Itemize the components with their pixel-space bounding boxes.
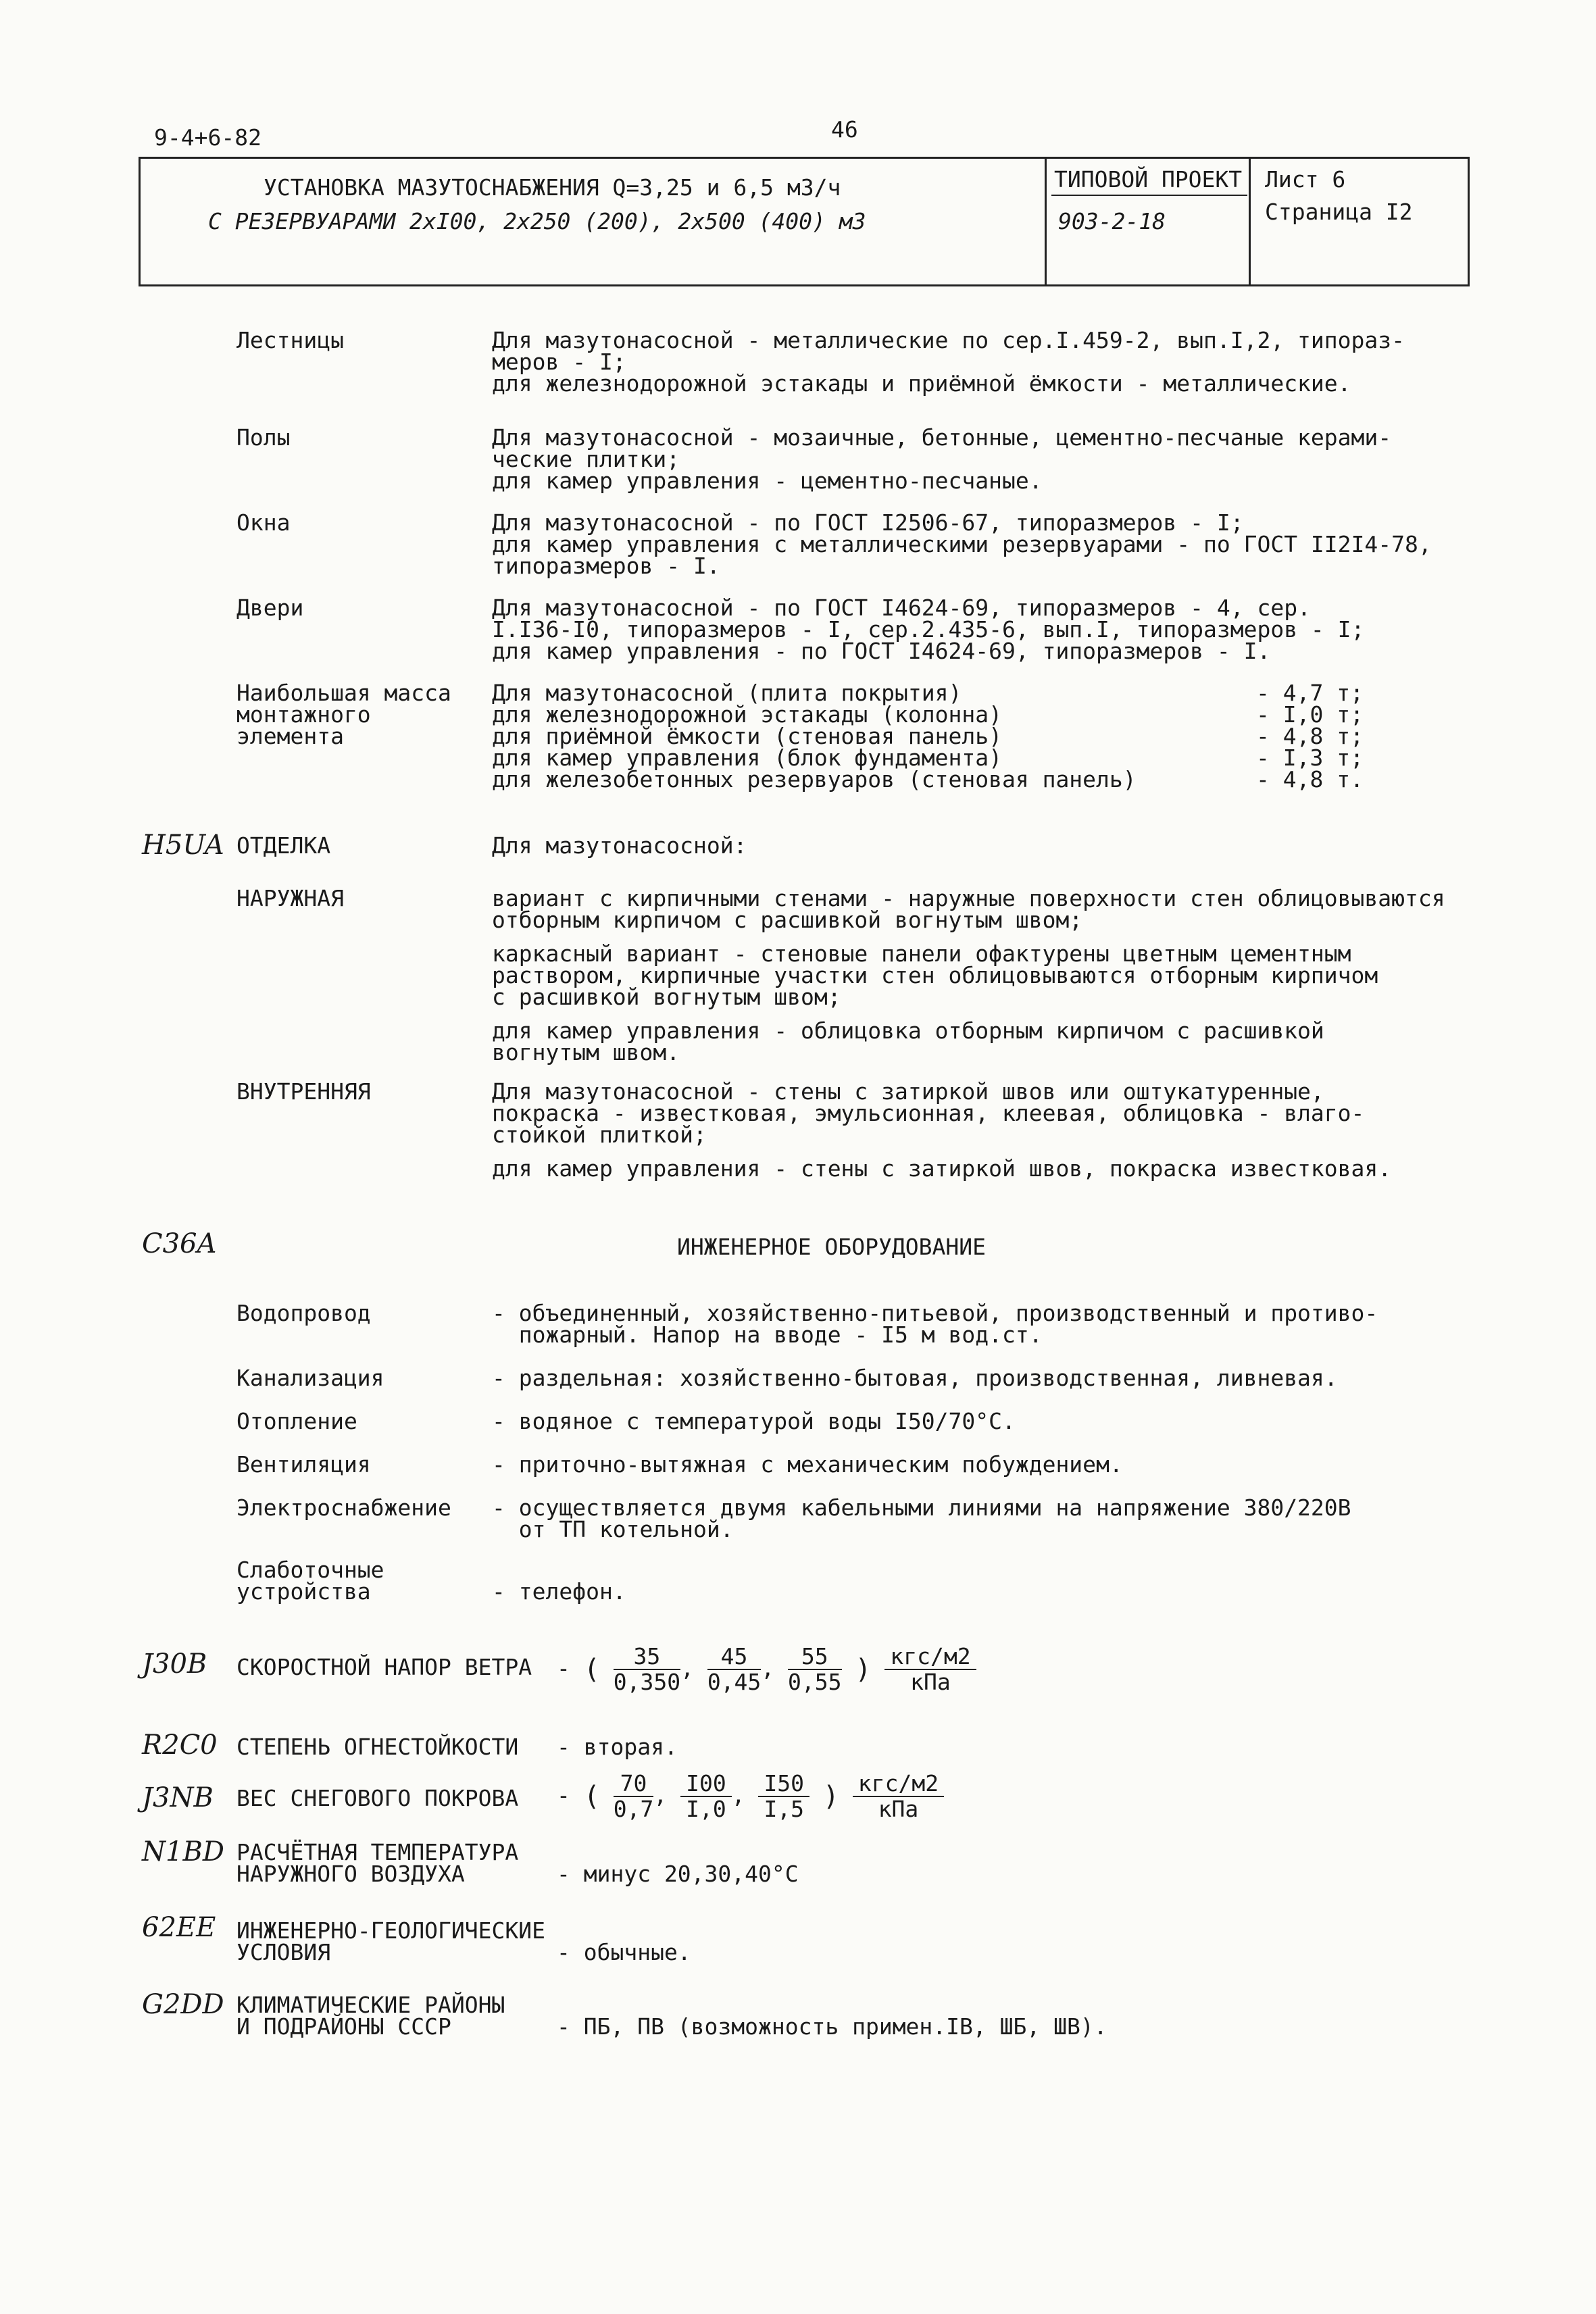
engineering-text: - раздельная: хозяйственно-бытовая, производственная, ливневая.: [492, 1365, 1338, 1391]
spec-label: Двери: [236, 595, 304, 621]
handwritten-code: C36A: [142, 1228, 217, 1259]
fraction: $\frac{35}{0,350}$: [613, 1643, 681, 1695]
subsection-label: НАРУЖНАЯ: [236, 885, 344, 911]
spec-text: Для мазутонасосной - металлические по сер.I.459-2, вып.I,2, типораз- меров - I; для железнодорожной эстакады и приёмной ёмкости - металлические.: [492, 327, 1405, 397]
engineering-label: Электроснабжение: [236, 1494, 451, 1521]
geo-value: - обычные.: [557, 1939, 691, 1965]
handwritten-code: H5UA: [142, 830, 224, 861]
document-code: 9-4+6-82: [154, 124, 261, 151]
handwritten-code: 62EE: [142, 1912, 216, 1943]
spec-label: Окна: [236, 509, 291, 536]
handwritten-code: J30B: [142, 1649, 207, 1680]
snow-values: - ( $\frac{70}{0,7}$ , $\frac{I00}{I,0}$ , $\frac{I50}{I,5}$ ) $\frac{\text{кгс/м2}}{\text{кПа}}$: [557, 1773, 944, 1820]
mass-row: для камер управления (блок фундамента) - I,3 т;: [492, 745, 1364, 771]
spec-label: Полы: [236, 424, 291, 451]
fraction: $\frac{I00}{I,0}$: [680, 1773, 732, 1820]
inner-finish-text: Для мазутонасосной - стены с затиркой швов или оштукатуренные, покраска - известковая, эмульсионная, клеевая, облицовка - влаго- стойкой плиткой; для камер управления - стены с затиркой швов, покраска известковая.: [492, 1078, 1392, 1182]
section-heading: ИНЖЕНЕРНОЕ ОБОРУДОВАНИЕ: [677, 1234, 986, 1260]
temp-label: РАСЧЁТНАЯ ТЕМПЕРАТУРА НАРУЖНОГО ВОЗДУХА: [236, 1839, 519, 1887]
engineering-text: - объединенный, хозяйственно-питьевой, производственный и противо- пожарный. Напор на вводе - I5 м вод.ст.: [492, 1300, 1378, 1348]
mass-row: для железобетонных резервуаров (стеновая панель) - 4,8 т.: [492, 766, 1364, 793]
fraction: $\frac{I50}{I,5}$: [758, 1773, 809, 1820]
climate-label: КЛИМАТИЧЕСКИЕ РАЙОНЫ И ПОДРАЙОНЫ СССР: [236, 1992, 505, 2040]
engineering-label: Слаботочные устройства: [236, 1557, 384, 1605]
wind-label: СКОРОСТНОЙ НАПОР ВЕТРА: [236, 1654, 532, 1680]
handwritten-code: N1BD: [142, 1836, 224, 1867]
mass-row: для приёмной ёмкости (стеновая панель) - 4,8 т;: [492, 723, 1364, 749]
climate-value: - ПБ, ПВ (возможность примен.IВ, ШБ, ШВ).: [557, 2013, 1107, 2040]
fraction: $\frac{70}{0,7}$: [613, 1770, 654, 1822]
engineering-label: Водопровод: [236, 1300, 371, 1326]
fire-label: СТЕПЕНЬ ОГНЕСТОЙКОСТИ: [236, 1734, 519, 1760]
engineering-text: - приточно-вытяжная с механическим побуждением.: [492, 1451, 1123, 1478]
outer-finish-text: вариант с кирпичными стенами - наружные поверхности стен облицовываются отборным кирпичом с расшивкой вогнутым швом; каркасный вариант - стеновые панели офактурены цветным цементным раствором, кирпичные участки стен облицовываются отборным кирпичом с расшивкой вогнутым швом; для камер управления - облицовка отборным кирпичом с расшивкой вогнутым швом.: [492, 885, 1445, 1065]
unit-fraction: $\frac{\text{кгс/м2}}{\text{кПа}}$: [884, 1646, 976, 1693]
snow-label: ВЕС СНЕГОВОГО ПОКРОВА: [236, 1785, 519, 1811]
title-block-divider: [1045, 157, 1047, 286]
engineering-label: Отопление: [236, 1408, 357, 1434]
fraction: $\frac{45}{0,45}$: [707, 1643, 762, 1695]
spec-text: Для мазутонасосной - мозаичные, бетонные, цементно-песчаные керами- ческие плитки; для камер управления - цементно-песчаные.: [492, 424, 1392, 494]
handwritten-code: R2C0: [142, 1730, 218, 1761]
engineering-text: - осуществляется двумя кабельными линиями на напряжение 380/220В от ТП котельной.: [492, 1494, 1351, 1542]
title-block-divider: [1051, 195, 1247, 196]
fire-value: - вторая.: [557, 1734, 678, 1760]
page-label: Страница I2: [1265, 199, 1413, 225]
temp-value: - минус 20,30,40°С: [557, 1861, 799, 1887]
section-label: ОТДЕЛКА: [236, 832, 331, 859]
engineering-text: - водяное с температурой воды I50/70°С.: [492, 1408, 1016, 1434]
spec-text: Для мазутонасосной - по ГОСТ I4624-69, типоразмеров - 4, сер. I.I36-I0, типоразмеров - I, сер.2.435-6, вып.I, типоразмеров - I; для камер управления - по ГОСТ I4624-69, типоразмеров - I.: [492, 595, 1365, 664]
handwritten-code: G2DD: [142, 1989, 224, 2020]
mass-row: для железнодорожной эстакады (колонна) - I,0 т;: [492, 701, 1364, 728]
finish-intro: Для мазутонасосной:: [492, 832, 747, 859]
mass-table: [492, 680, 1364, 793]
title-line-2: С РЕЗЕРВУАРАМИ 2хI00, 2х250 (200), 2х500 (400) м3: [208, 208, 866, 234]
engineering-label: Вентиляция: [236, 1451, 371, 1478]
mass-label: Наибольшая масса монтажного элемента: [236, 680, 451, 749]
spec-label: Лестницы: [236, 327, 344, 353]
project-number: 903-2-18: [1058, 208, 1166, 234]
spec-text: Для мазутонасосной - по ГОСТ I2506-67, типоразмеров - I; для камер управления с металлическими резервуарами - по ГОСТ II2I4-78, типоразмеров - I.: [492, 509, 1432, 579]
page-number: 46: [831, 116, 858, 143]
subsection-label: ВНУТРЕННЯЯ: [236, 1078, 371, 1105]
title-line-1: УСТАНОВКА МАЗУТОСНАБЖЕНИЯ Q=3,25 и 6,5 м3/ч: [264, 174, 841, 201]
handwritten-code: J3NB: [142, 1782, 214, 1813]
unit-fraction: $\frac{\text{кгс/м2}}{\text{кПа}}$: [853, 1773, 944, 1820]
title-block-divider: [1249, 157, 1251, 286]
engineering-text: - телефон.: [492, 1578, 626, 1605]
mass-row: Для мазутонасосной (плита покрытия) - 4,7 т;: [492, 680, 1364, 706]
engineering-label: Канализация: [236, 1365, 384, 1391]
fraction: $\frac{55}{0,55}$: [788, 1643, 842, 1695]
geo-label: ИНЖЕНЕРНО-ГЕОЛОГИЧЕСКИЕ УСЛОВИЯ: [236, 1917, 545, 1965]
sheet-label: Лист 6: [1265, 166, 1346, 193]
wind-values: - ( $\frac{35}{0,350}$ , $\frac{45}{0,45}$ , $\frac{55}{0,55}$ ) $\frac{\text{кгс/м2}}{\text{кПа}}$: [557, 1646, 976, 1693]
project-type-label: ТИПОВОЙ ПРОЕКТ: [1054, 166, 1243, 193]
